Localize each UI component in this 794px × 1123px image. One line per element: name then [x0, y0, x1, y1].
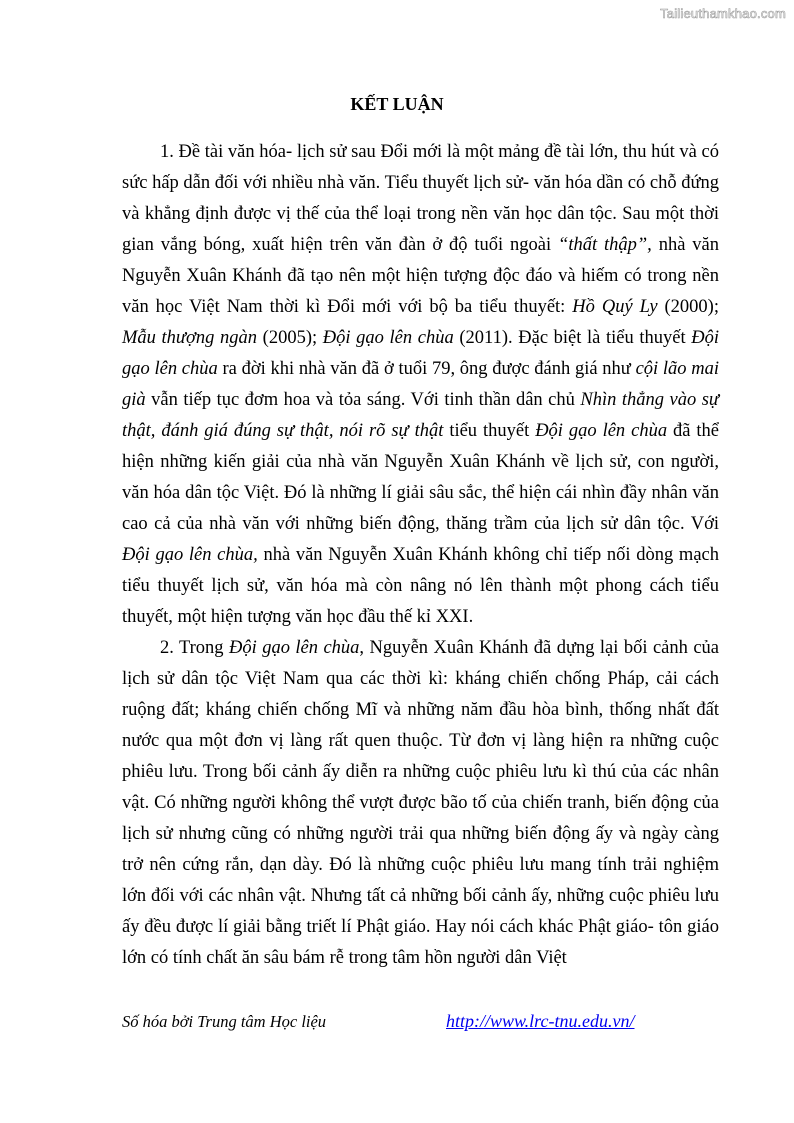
p1-text-6: ra đời khi nhà văn đã ở tuổi 79, ông được đánh giá như: [217, 359, 636, 379]
p1-text-3: (2000);: [657, 297, 719, 317]
p1-italic-4: Đội gạo lên chùa: [322, 328, 454, 348]
p1-italic-9: Đội gạo lên chùa,: [122, 545, 258, 565]
p1-text-9: đã thể hiện những kiến giải của nhà văn Nguyễn Xuân Khánh về lịch sử, con người, văn hóa dân tộc Việt. Đó là những lí giải sâu sắc, thể hiện cái nhìn đầy nhân văn cao cả của nhà văn với những biến động, thăng trầm của lịch sử dân tộc. Với: [122, 421, 720, 534]
p1-italic-5: Đội gạo lên chùa: [122, 328, 720, 379]
p1-italic-3: Mẫu thượng ngàn: [122, 328, 258, 348]
footer-source: Số hóa bởi Trung tâm Học liệu: [122, 1012, 327, 1031]
p1-italic-6: cội lão mai già: [122, 359, 720, 410]
p1-text-2: nhà văn Nguyễn Xuân Khánh đã tạo nên một hiện tượng độc đáo và hiếm có trong nền văn học Việt Nam thời kì Đổi mới với bộ ba tiểu thuyết:: [122, 235, 719, 317]
p1-italic-1: “thất thập”,: [558, 235, 652, 255]
p1-italic-8: Đội gạo lên chùa: [535, 421, 668, 441]
watermark: Tailieuthamkhao.com: [660, 6, 786, 21]
body-text: [122, 137, 719, 974]
paragraph-2: [122, 633, 719, 974]
page-title: KẾT LUẬN: [350, 94, 444, 114]
p1-text-4: (2005);: [257, 328, 323, 348]
p2-text-2: , Nguyễn Xuân Khánh đã dựng lại bối cảnh của lịch sử dân tộc Việt Nam qua các thời kì: kháng chiến chống Pháp, cải cách ruộng đất; kháng chiến chống Mĩ và những năm đầu hòa bình, thống nhất đất nước qua một đơn vị làng rất quen thuộc. Từ đơn vị làng hiện ra những cuộc phiêu lưu. Trong bối cảnh ấy diễn ra những cuộc phiêu lưu kì thú của các nhân vật. Có những người không thể vượt được bão tố của chiến tranh, biến động của lịch sử nhưng cũng có những người trải qua những biến động ấy và ngày càng trở nên cứng rắn, dạn dày. Đó là những cuộc phiêu lưu mang tính trải nghiệm lớn đối với các nhân vật. Nhưng tất cả những bối cảnh ấy, những cuộc phiêu lưu ấy đều được lí giải bằng triết lí Phật giáo. Hay nói cách khác Phật giáo- tôn giáo lớn có tính chất ăn sâu bám rễ trong tâm hồn người dân Việt: [122, 638, 719, 968]
paragraph-1: [122, 137, 719, 633]
p1-italic-7: Nhìn thẳng vào sự thật, đánh giá đúng sự thật, nói rõ sự thật: [122, 390, 719, 441]
p1-text-8: tiểu thuyết: [443, 421, 536, 441]
p1-text-1: 1. Đề tài văn hóa- lịch sử sau Đổi mới là một mảng đề tài lớn, thu hút và có sức hấp dẫn đối với nhiều nhà văn. Tiểu thuyết lịch sử- văn hóa dần có chỗ đứng và khẳng định được vị thế của thể loại trong nền văn học dân tộc. Sau một thời gian vắng bóng, xuất hiện trên văn đàn ở độ tuổi ngoài: [122, 142, 719, 255]
p2-italic-1: Đội gạo lên chùa: [229, 638, 360, 658]
p1-text-5: (2011). Đặc biệt là tiểu thuyết: [453, 328, 692, 348]
p1-text-10: nhà văn Nguyễn Xuân Khánh không chỉ tiếp nối dòng mạch tiểu thuyết lịch sử, văn hóa mà còn nâng nó lên thành một phong cách tiểu thuyết, một hiện tượng văn học đầu thế kỉ XXI.: [122, 545, 719, 627]
p2-text-1: 2. Trong: [160, 638, 229, 658]
footer-link[interactable]: http://www.lrc-tnu.edu.vn/: [446, 1011, 635, 1031]
p1-italic-2: Hồ Quý Ly: [572, 297, 658, 317]
p1-text-7: vẫn tiếp tục đơm hoa và tỏa sáng. Với tinh thần dân chủ: [145, 390, 581, 410]
